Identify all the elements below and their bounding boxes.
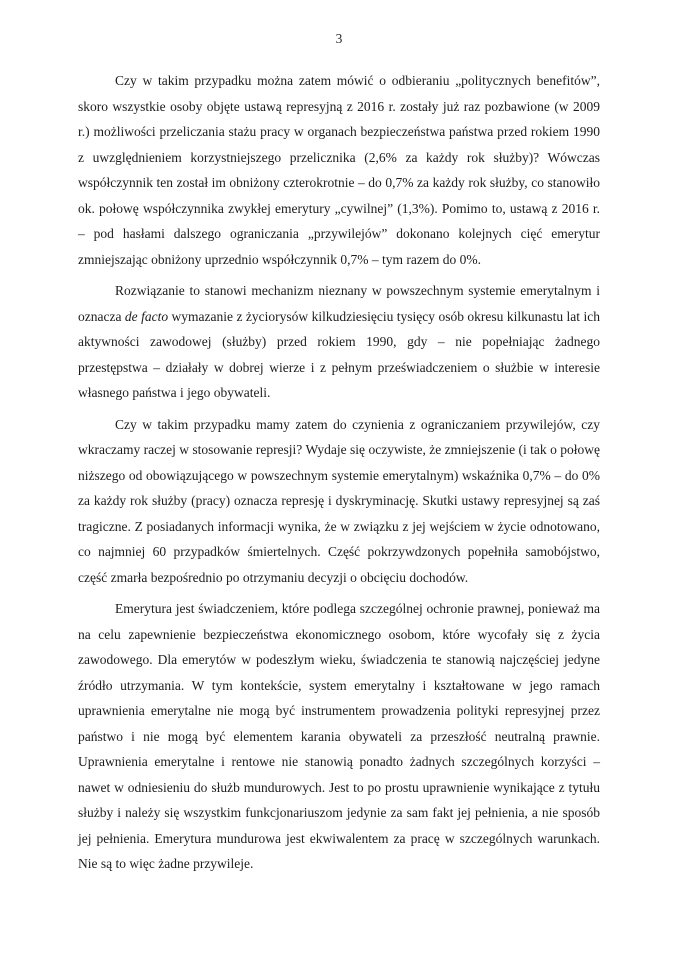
text-run: Czy w takim przypadku można zatem mówić o odbieraniu „politycznych benefitów”, skoro wszystkie osoby objęte ustawą represyjną z 2016 r. zostały już raz pozbawione (w 2009 r.) możliwości przeliczania stażu pracy w organach bezpieczeństwa państwa przed rokiem 1990 z uwzględnieniem korzystniejszego przelicznika (2,6% za każdy rok służby)? Wówczas współczynnik ten został im obniżony czterokrotnie – do 0,7% za każdy rok służby, co stanowiło ok. połowę współczynnika zwykłej emerytury „cywilnej” (1,3%). Pomimo to, ustawą z 2016 r. – pod hasłami dalszego ograniczania „przywilejów” dokonano kolejnych cięć emerytur zmniejszając obniżony uprzednio współczynnik 0,7% – tym razem do 0%. (78, 73, 600, 267)
text-run: wymazanie z życiorysów kilkudziesięciu tysięcy osób okresu kilkunastu lat ich aktywności zawodowej (służby) przed rokiem 1990, gdy – nie popełniając żadnego przestępstwa – działały w dobrej wierze i z pełnym przeświadczeniem o służbie w interesie własnego państwa i jego obywateli. (78, 308, 600, 400)
document-body (78, 68, 600, 877)
text-run: Czy w takim przypadku mamy zatem do czynienia z ograniczaniem przywilejów, czy wkraczamy raczej w stosowanie represji? Wydaje się oczywiste, że zmniejszenie (i tak o połowę niższego od obowiązującego w powszechnym systemie emerytalnym) wskaźnika 0,7% – do 0% za każdy rok służby (pracy) oznacza represję i dyskryminację. Skutki ustawy represyjnej są zaś tragiczne. Z posiadanych informacji wynika, że w związku z jej wejściem w życie odnotowano, co najmniej 60 przypadków śmiertelnych. Część pokrzywdzonych popełniła samobójstwo, część zmarła bezpośrednio po otrzymaniu decyzji o obcięciu dochodów. (78, 416, 600, 585)
paragraph (78, 278, 600, 406)
paragraph (78, 68, 600, 272)
page-number: 3 (335, 31, 343, 46)
paragraph (78, 596, 600, 877)
text-run: Emerytura jest świadczeniem, które podlega szczególnej ochronie prawnej, ponieważ ma na celu zapewnienie bezpieczeństwa ekonomicznego osobom, które wycofały się z życia zawodowego. Dla emerytów w podeszłym wieku, świadczenia te stanowią najczęściej jedyne źródło utrzymania. W tym kontekście, system emerytalny i kształtowane w jego ramach uprawnienia emerytalne nie mogą być instrumentem prowadzenia polityki represyjnej przez państwo i nie mogą być elementem karania obywateli za przeszłość neutralną prawnie. Uprawnienia emerytalne i rentowe nie stanowią ponadto żadnych szczególnych korzyści – nawet w odniesieniu do służb mundurowych. Jest to po prostu uprawnienie wynikające z tytułu służby i należy się wszystkim funkcjonariuszom jedynie za sam fakt jej pełnienia, a nie sposób jej pełnienia. Emerytura mundurowa jest ekwiwalentem za pracę w szczególnych warunkach. Nie są to więc żadne przywileje. (78, 601, 600, 871)
italic-text-run: de facto (124, 308, 169, 324)
paragraph (78, 412, 600, 591)
text-run: Rozwiązanie to stanowi mechanizm nieznany w powszechnym systemie emerytalnym i oznacza (78, 283, 600, 324)
